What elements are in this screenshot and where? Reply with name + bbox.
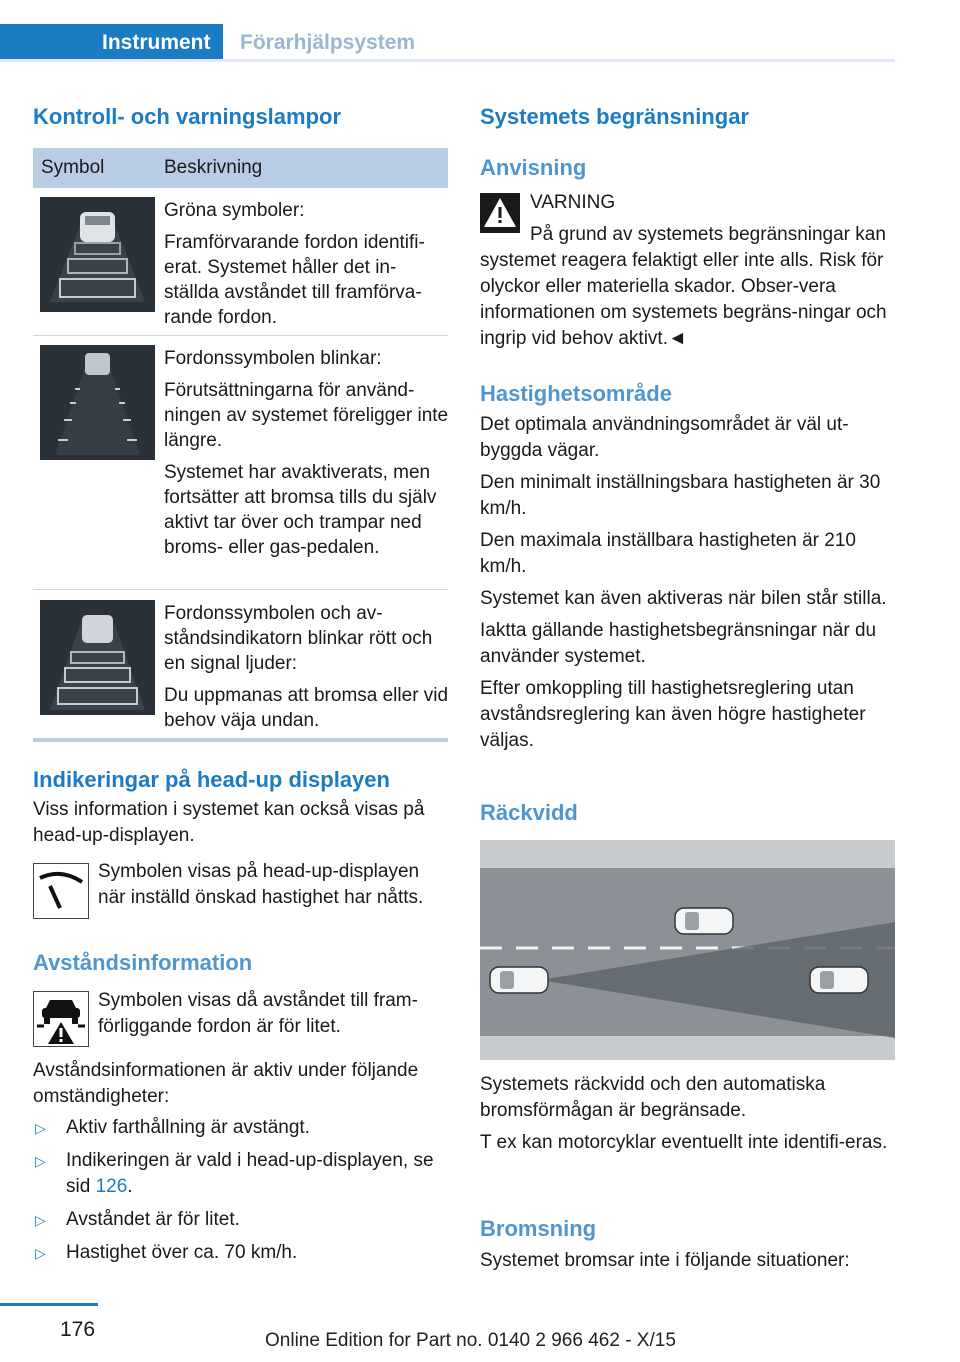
table-row-1-text: [164, 198, 449, 337]
row-divider: [33, 589, 448, 590]
speed-range-text: [480, 412, 895, 754]
list-item: ▷ Aktiv farthållning är avstängt.: [33, 1115, 448, 1141]
tab-instrument[interactable]: Instrument: [0, 24, 223, 62]
footer-accent-line: [0, 1303, 98, 1306]
table-end-bar: [33, 738, 448, 742]
section-title-limitations: Systemets begränsningar: [480, 104, 749, 129]
speed-p6: Efter omkoppling till hastighetsreglering utan avståndsreglering kan även högre hastigheter väljas.: [480, 678, 866, 751]
speed-p3: Den maximala inställbara hastigheten är 210 km/h.: [480, 530, 856, 577]
speed-p1: Det optimala användningsområdet är väl ut-byggda vägar.: [480, 414, 849, 461]
list-item: ▷ Avståndet är för litet.: [33, 1207, 448, 1233]
triangle-bullet-icon: ▷: [35, 1212, 46, 1228]
note-title: Anvisning: [480, 155, 587, 180]
row-2-title: Fordonssymbolen blinkar:: [164, 348, 382, 369]
list-item: ▷ Hastighet över ca. 70 km/h.: [33, 1240, 448, 1266]
table-row-2-text: [164, 346, 449, 567]
hud-icon-text: Symbolen visas på head-up-displayen när inställd önskad hastighet har nåtts.: [98, 861, 424, 908]
distance-text: Avståndsinformationen är aktiv under följande omständigheter:: [33, 1060, 419, 1107]
triangle-bullet-icon: ▷: [35, 1245, 46, 1261]
warning-label: VARNING: [530, 192, 616, 213]
cruise-green-symbol-image: [40, 197, 155, 312]
braking-text: Systemet bromsar inte i följande situationer:: [480, 1250, 850, 1271]
section-title-warning-lamps: Kontroll- och varningslampor: [33, 104, 342, 129]
col-description: Beskrivning: [164, 157, 263, 178]
vehicle-blinking-symbol-image: [40, 345, 155, 460]
range-p1: Systemets räckvidd och den automatiska bromsförmågan är begränsade.: [480, 1074, 826, 1121]
list-item: ▷ Indikeringen är vald i head-up-displayen, se sid 126.: [35, 1150, 434, 1197]
radar-range-illustration: [480, 840, 895, 1060]
hud-text: Viss information i systemet kan också visas på head-up-displayen.: [33, 799, 425, 846]
speed-p4: Systemet kan även aktiveras när bilen står stilla.: [480, 588, 887, 609]
hud-title: Indikeringar på head-up displayen: [33, 767, 390, 792]
row-2-desc: Förutsättningarna för använd-ningen av systemet föreligger inte längre.: [164, 380, 449, 451]
row-divider: [33, 335, 448, 336]
row-3-title: Fordonssymbolen och av-ståndsindikatorn blinkar rött och en signal ljuder:: [164, 603, 433, 674]
distance-info-title: Avståndsinformation: [33, 950, 253, 975]
header-tabs: [0, 0, 960, 62]
speed-range-title: Hastighetsområde: [480, 381, 672, 406]
edition-text: Online Edition for Part no. 0140 2 966 462 - X/15: [265, 1330, 676, 1351]
range-title: Räckvidd: [480, 800, 578, 825]
row-3-desc: Du uppmanas att bromsa eller vid behov väja undan.: [164, 685, 449, 731]
conditions-list: [33, 1115, 448, 1273]
row-1-title: Gröna symboler:: [164, 200, 305, 221]
vehicle-red-distance-symbol-image: [40, 600, 155, 715]
speedometer-icon: [33, 863, 89, 919]
tab-forarhjalpsystem[interactable]: Förarhjälpsystem: [240, 31, 416, 54]
triangle-bullet-icon: ▷: [35, 1153, 46, 1169]
distance-icon-text: Symbolen visas då avståndet till fram-förliggande fordon är för litet.: [98, 990, 418, 1037]
page-number: 176: [60, 1318, 96, 1341]
speed-p5: Iaktta gällande hastighetsbegränsningar när du använder systemet.: [480, 620, 877, 667]
col-symbol: Symbol: [41, 157, 105, 178]
range-text: [480, 1072, 895, 1156]
range-p2: T ex kan motorcyklar eventuellt inte identifi-eras.: [480, 1132, 888, 1153]
triangle-bullet-icon: ▷: [35, 1120, 46, 1136]
speed-p2: Den minimalt inställningsbara hastigheten är 30 km/h.: [480, 472, 881, 519]
distance-warning-icon: [33, 991, 89, 1047]
page-link[interactable]: 126: [95, 1176, 128, 1197]
table-row-3-text: [164, 601, 449, 740]
row-1-desc: Framförvarande fordon identifi-erat. Systemet håller det in-ställda avståndet till framförva-rande fordon.: [164, 232, 425, 328]
braking-title: Bromsning: [480, 1216, 597, 1241]
row-2-desc-2: Systemet har avaktiverats, men fortsätter att bromsa tills du själv aktivt tar över och trampar ned broms- eller gas-pedalen.: [164, 462, 437, 558]
warning-text: På grund av systemets begränsningar kan systemet reagera felaktigt eller inte alls. Risk för olyckor eller materiella skador. Obser-vera informationen om systemets begräns-ningar och ingrip vid behov aktivt.◄: [480, 224, 887, 349]
table-header: [33, 148, 448, 188]
header-divider: [0, 59, 895, 62]
